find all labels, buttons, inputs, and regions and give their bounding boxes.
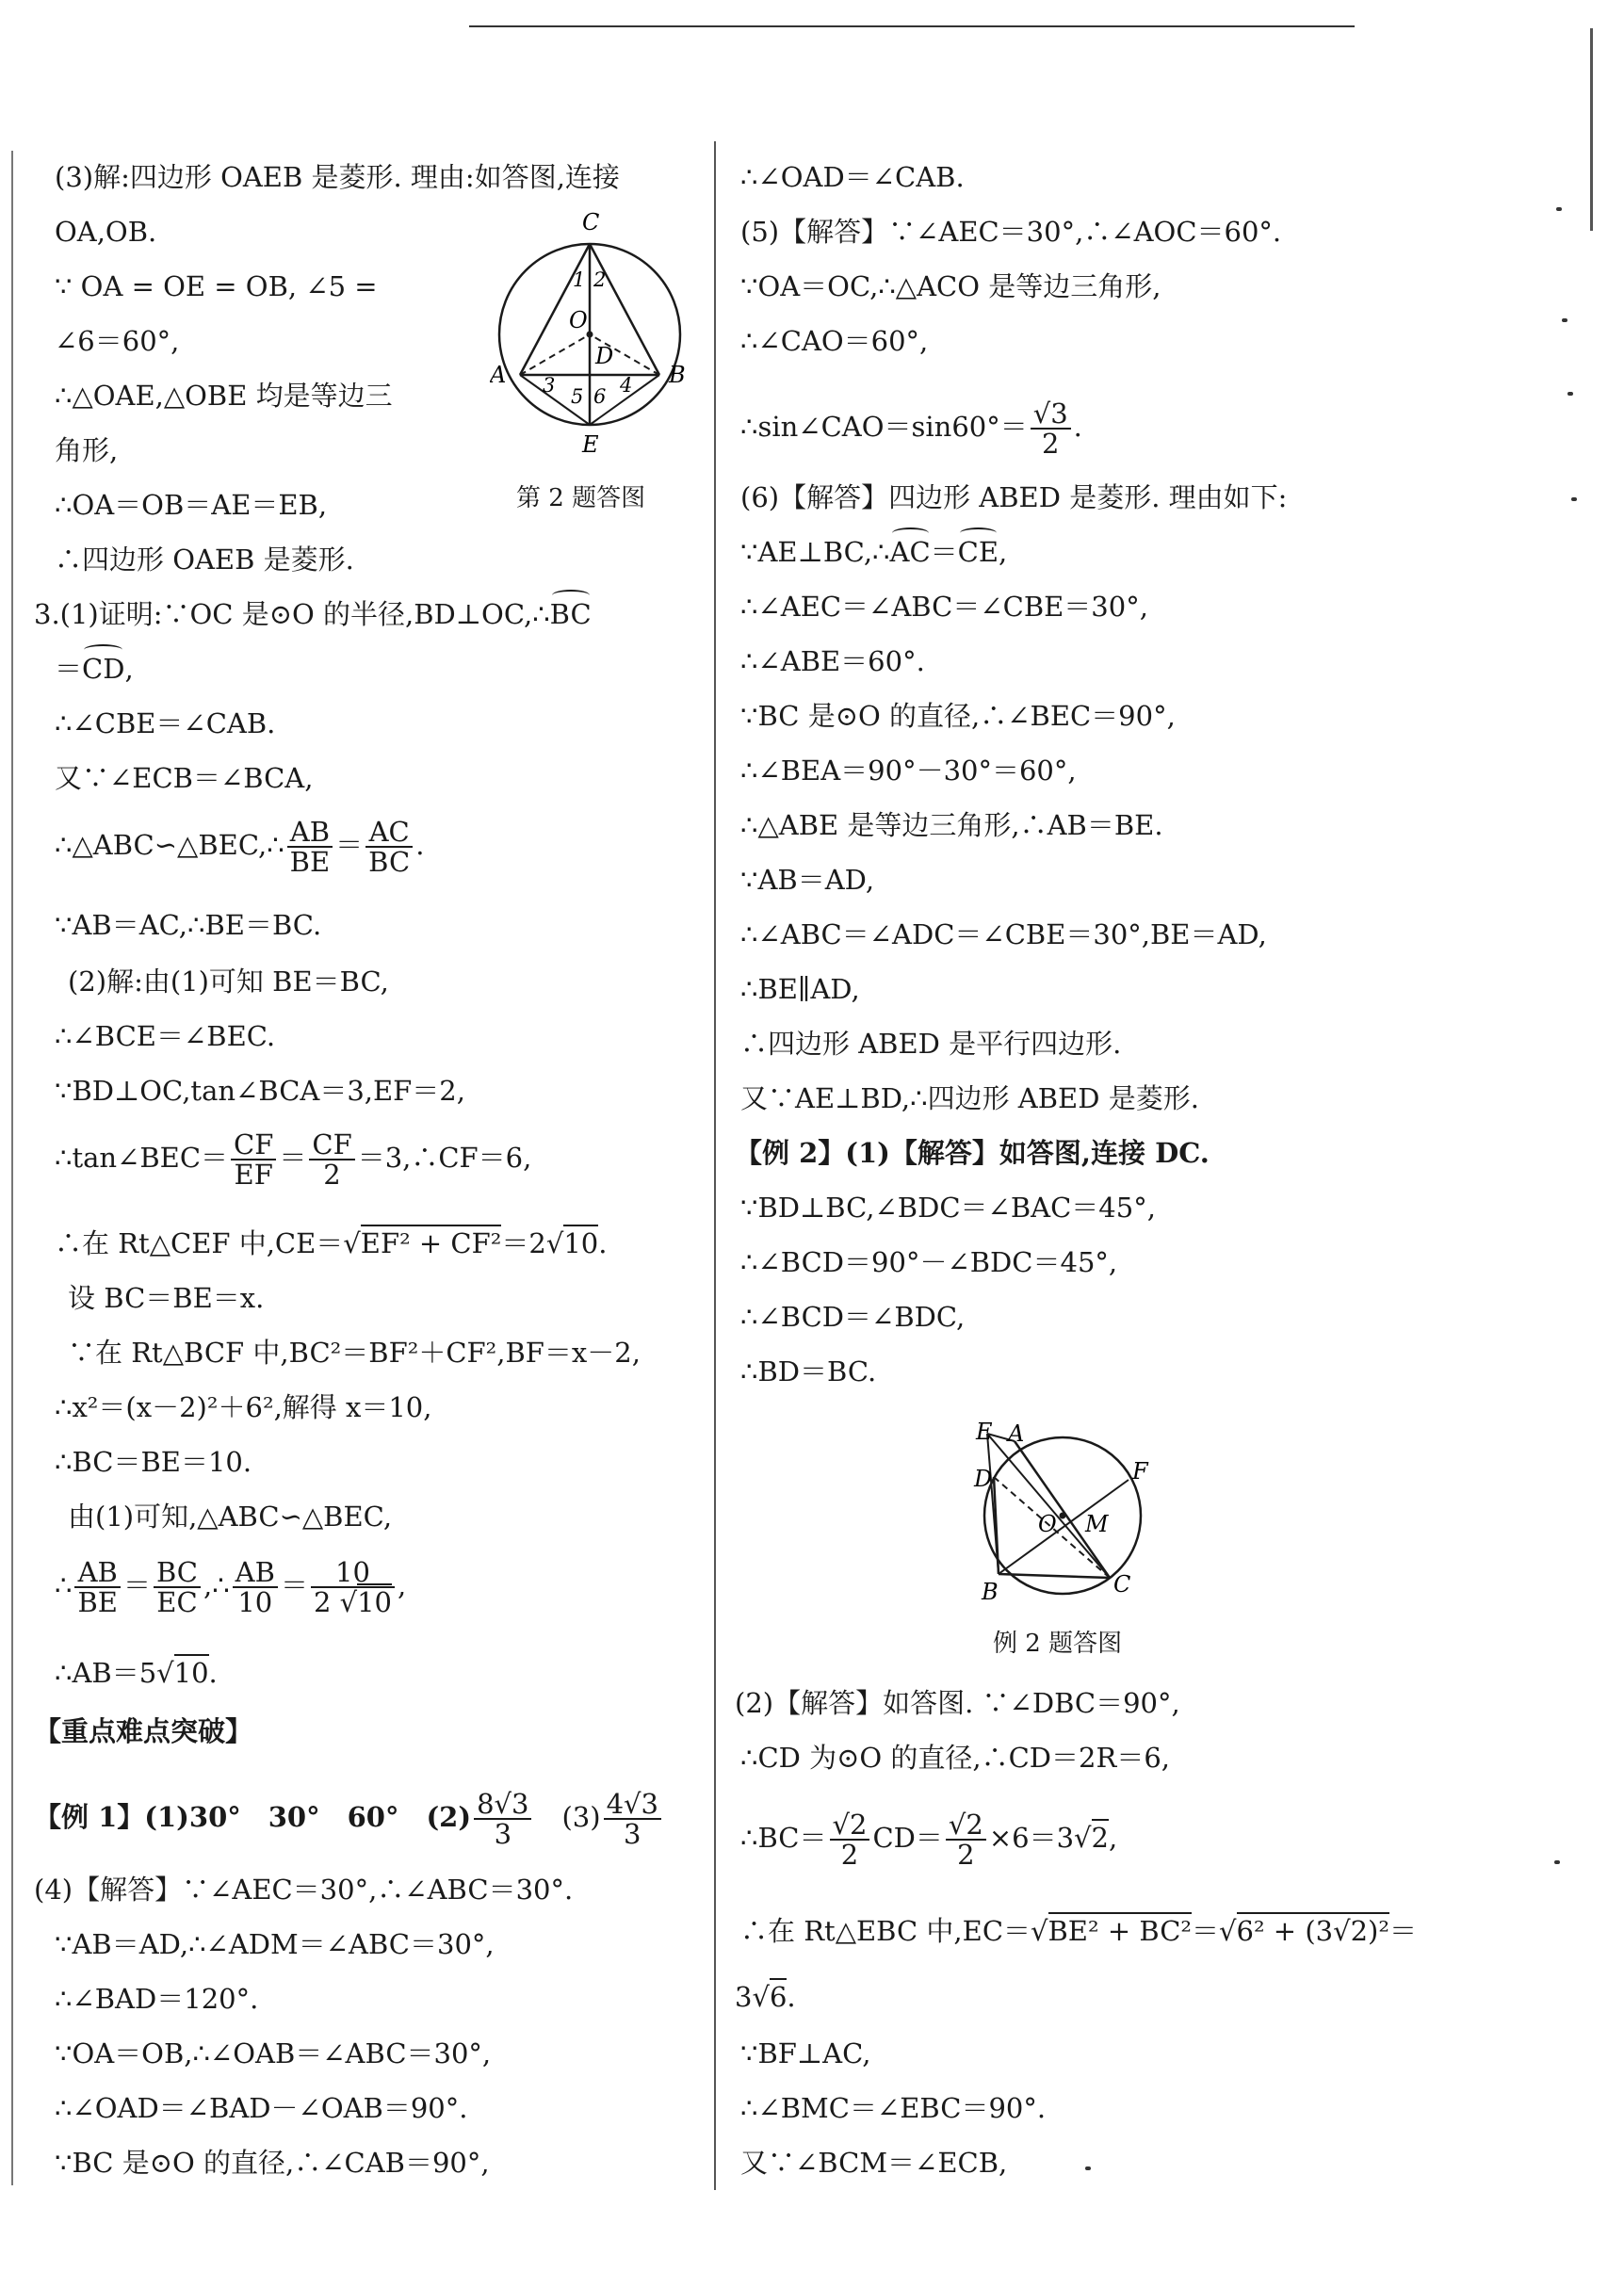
arc-label: CE [958, 533, 999, 571]
arc-label: AC [890, 533, 931, 571]
numerator: √2 [946, 1810, 986, 1841]
text-line: ∴∠OAD＝∠BAD－∠OAB＝90°. [55, 2092, 468, 2124]
text-line: ∴四边形 ABED 是平行四边形. [740, 1028, 1122, 1060]
text-line: (6)【解答】四边形 ABED 是菱形. 理由如下: [740, 481, 1288, 513]
fraction [830, 1810, 870, 1869]
numerator: CF [309, 1130, 354, 1160]
text-line [735, 1978, 796, 2016]
fraction [365, 818, 413, 876]
fraction [604, 1790, 661, 1848]
text-line: ∵OA＝OC,∴△ACO 是等边三角形, [740, 270, 1161, 302]
radicand: 2 [1092, 1819, 1109, 1854]
denominator: 2 [1041, 428, 1060, 460]
fig-label: 6 [593, 385, 607, 408]
text-segment: ∴AB＝5 [55, 1657, 157, 1689]
denominator: BC [368, 846, 411, 878]
fraction [311, 1558, 395, 1616]
text-segment: . [787, 1981, 796, 2013]
numerator: 8√3 [474, 1790, 531, 1820]
radicand: EF² + CF² [361, 1225, 502, 1259]
text-segment: ＝ [335, 829, 364, 861]
text-line: ∴∠OAD＝∠CAB. [740, 161, 965, 193]
radicand: 2 [966, 1809, 983, 1841]
denominator: 2 [957, 1839, 975, 1871]
text-segment: ＝3,∴CF＝6, [357, 1142, 532, 1174]
speck [1554, 1860, 1560, 1864]
fig-label: B [669, 362, 686, 388]
text-line [55, 1130, 531, 1189]
text-segment: 2 [313, 1586, 332, 1618]
arc-label: CD [82, 650, 124, 688]
fraction [233, 1558, 278, 1616]
denominator: 3 [494, 1818, 512, 1850]
radicand: 3 [512, 1788, 529, 1820]
text-line: ∵BC 是⊙O 的直径,∴∠CAB＝90°, [55, 2147, 490, 2179]
column-divider [714, 141, 716, 2190]
text-line: ∴四边形 OAEB 是菱形. [55, 544, 354, 576]
text-segment: ＝ [1192, 1915, 1220, 1947]
radicand: 3 [1050, 398, 1068, 430]
text-segment: ∴tan∠BEC＝ [55, 1142, 229, 1174]
text-segment: ∴在 Rt△EBC 中,EC＝ [740, 1915, 1031, 1947]
numerator: 10 [311, 1558, 395, 1588]
radicand: 10 [174, 1654, 209, 1689]
fraction [154, 1558, 201, 1616]
radicand: 6 [770, 1978, 787, 2013]
text-line: ∴OA＝OB＝AE＝EB, [55, 489, 328, 521]
radicand: 3 [641, 1788, 658, 1820]
denominator: EC [156, 1586, 198, 1618]
text-segment: 【例 1】(1)30° 30° 60° (2) [34, 1801, 472, 1833]
speck [1571, 497, 1577, 501]
denominator: BE [289, 846, 331, 878]
text-segment: ∴△ABC∽△BEC,∴ [55, 829, 284, 861]
radical-sign: √ [1074, 1822, 1092, 1854]
fig-label: M [1085, 1511, 1109, 1537]
text-line: ∵OA＝OB,∴∠OAB＝∠ABC＝30°, [55, 2037, 492, 2069]
denominator: 2 √10 [311, 1588, 395, 1616]
numerator: √2 [830, 1810, 870, 1841]
numerator: AB [233, 1558, 278, 1588]
fig-label: E [582, 431, 599, 458]
text-line: ∵AB＝AD,∴∠ADM＝∠ABC＝30°, [55, 1928, 495, 1960]
text-line: ∴∠CBE＝∠CAB. [55, 707, 276, 739]
fig-label: 3 [543, 374, 556, 397]
text-segment: , [124, 653, 134, 685]
denominator: 10 [237, 1586, 273, 1618]
fig-label: B [982, 1579, 999, 1605]
text-line: (3)解:四边形 OAEB 是菱形. 理由:如答图,连接 [55, 161, 620, 193]
text-segment: ＝ [1389, 1915, 1417, 1947]
text-segment: 8 [477, 1788, 495, 1820]
speck [1562, 318, 1567, 322]
text-segment: ＝ [55, 653, 83, 685]
text-line: ∴∠BCE＝∠BEC. [55, 1020, 276, 1052]
text-line: ∴△ABE 是等边三角形,∴AB＝BE. [740, 809, 1163, 841]
text-line: 【例 2】(1)【解答】如答图,连接 DC. [735, 1137, 1210, 1169]
speck [1567, 392, 1573, 396]
numerator: √3 [1031, 399, 1071, 430]
text-line: ∴∠BCD＝90°－∠BDC＝45°, [740, 1246, 1118, 1278]
fraction [287, 818, 333, 876]
text-line [34, 595, 592, 633]
text-segment: ∴在 Rt△CEF 中,CE＝ [55, 1227, 344, 1259]
text-segment: . [208, 1657, 218, 1689]
radical-sign: √ [1031, 1915, 1048, 1947]
text-line: ∴∠ABC＝∠ADC＝∠CBE＝30°,BE＝AD, [740, 918, 1267, 950]
text-segment: ∴BC＝ [740, 1822, 827, 1854]
numerator: CF [231, 1130, 276, 1160]
text-line [740, 1912, 1417, 1950]
radical-sign: √ [343, 1227, 361, 1259]
text-line: ∵AB＝AD, [740, 864, 875, 896]
radicand: 2 [849, 1809, 868, 1841]
text-line: ∵BF⊥AC, [740, 2037, 871, 2069]
text-segment: 3.(1)证明:∵OC 是⊙O 的半径,BD⊥OC,∴ [34, 598, 550, 630]
text-line: 设 BC＝BE＝x. [68, 1282, 265, 1314]
fig-label: 4 [620, 374, 633, 397]
text-line: 又∵∠ECB＝∠BCA, [55, 762, 314, 794]
denominator: BE [77, 1586, 118, 1618]
text-segment: ＝ [930, 536, 958, 568]
fig-label: 5 [571, 385, 584, 408]
fraction [474, 1790, 531, 1848]
text-line [55, 1654, 218, 1692]
denominator: EF [234, 1159, 273, 1191]
text-line: ∵ OA = OE = OB, ∠5 = [55, 270, 378, 302]
text-segment: . [415, 829, 425, 861]
text-line [740, 399, 1082, 458]
edge-mark [1590, 28, 1593, 231]
text-line: ∴CD 为⊙O 的直径,∴CD＝2R＝6, [740, 1742, 1171, 1774]
fig-label: 1 [573, 268, 586, 291]
text-line: ∴∠BCD＝∠BDC, [740, 1301, 966, 1333]
text-line: ∵BC 是⊙O 的直径,∴∠BEC＝90°, [740, 700, 1176, 732]
text-line: ∴∠BAD＝120°. [55, 1983, 259, 2015]
text-segment: ＝2 [501, 1227, 546, 1259]
radical-sign: √ [1219, 1915, 1237, 1947]
fig-label: C [1113, 1571, 1131, 1598]
text-line: 又∵AE⊥BD,∴四边形 ABED 是菱形. [740, 1082, 1199, 1114]
text-line: 角形, [55, 434, 119, 466]
text-segment: ∴ [55, 1569, 73, 1601]
radicand: 10 [563, 1225, 598, 1259]
radical-sign: √ [156, 1657, 174, 1689]
fig-label: C [582, 209, 600, 235]
text-line: 由(1)可知,△ABC∽△BEC, [68, 1501, 393, 1533]
text-line: ∴∠AEC＝∠ABC＝∠CBE＝30°, [740, 591, 1148, 623]
fig-label: A [1008, 1420, 1025, 1447]
circle-figure-1 [490, 209, 699, 463]
section-heading: 【重点难点突破】 [34, 1715, 253, 1747]
figure-caption: 例 2 题答图 [993, 1630, 1123, 1658]
header-rule [469, 25, 1355, 27]
radicand: BE² + BC² [1048, 1912, 1193, 1947]
text-line: OA,OB. [55, 216, 157, 248]
text-line [55, 818, 424, 876]
text-line: ∴x²＝(x－2)²＋6²,解得 x＝10, [55, 1391, 432, 1423]
text-line: (4)【解答】∵∠AEC＝30°,∴∠ABC＝30°. [34, 1874, 574, 1906]
denominator: 2 [323, 1159, 341, 1191]
text-line: ∵BD⊥BC,∠BDC＝∠BAC＝45°, [740, 1192, 1156, 1224]
text-line: ∴△OAE,△OBE 均是等边三 [55, 380, 393, 412]
radicand: 10 [357, 1583, 392, 1618]
fraction [309, 1130, 354, 1189]
text-line [55, 650, 134, 688]
fraction [1031, 399, 1071, 458]
text-line: ∴BC＝BE＝10. [55, 1446, 252, 1478]
text-segment: (3) [534, 1801, 601, 1833]
numerator: AC [365, 818, 413, 848]
fig-label: 2 [593, 268, 607, 291]
text-segment: , [999, 536, 1008, 568]
fraction [74, 1558, 120, 1616]
text-line [34, 1790, 664, 1848]
circle-figure-2 [970, 1420, 1168, 1605]
fraction [946, 1810, 986, 1869]
numerator: BC [154, 1558, 201, 1588]
numerator: 4√3 [604, 1790, 661, 1820]
text-segment: 4 [606, 1788, 625, 1820]
text-line: ∵BD⊥OC,tan∠BCA＝3,EF＝2, [55, 1075, 465, 1107]
text-segment: 3 [735, 1981, 753, 2013]
text-line: (2)【解答】如答图. ∵∠DBC＝90°, [735, 1687, 1180, 1719]
fig-label: O [569, 307, 588, 333]
text-segment: ＝ [280, 1569, 308, 1601]
fig-label: D [974, 1466, 993, 1492]
fig-label: D [595, 343, 614, 369]
text-segment: , [398, 1569, 407, 1601]
fig-label: E [976, 1420, 993, 1445]
fig-label: A [490, 362, 507, 388]
text-line: ∵AB＝AC,∴BE＝BC. [55, 909, 322, 941]
text-line [55, 1225, 607, 1262]
text-line: (2)解:由(1)可知 BE＝BC, [68, 966, 389, 998]
arc-label: BC [550, 595, 592, 633]
text-segment: ,∴ [203, 1569, 230, 1601]
text-segment: ∵AE⊥BC,∴ [740, 536, 890, 568]
radicand: 6² + (3√2)² [1237, 1912, 1389, 1947]
denominator: 3 [624, 1818, 641, 1850]
text-line: 又∵∠BCM＝∠ECB, [740, 2147, 1008, 2179]
radical-sign: √ [545, 1227, 564, 1259]
text-line [55, 1558, 406, 1616]
text-segment: ＝ [122, 1569, 151, 1601]
text-line: ∴BD＝BC. [740, 1355, 877, 1387]
text-line: ∴∠BMC＝∠EBC＝90°. [740, 2092, 1047, 2124]
numerator: AB [74, 1558, 120, 1588]
fig-label: O [1038, 1511, 1057, 1537]
text-line [740, 533, 1007, 571]
text-segment: . [1073, 411, 1082, 443]
text-line: ∴∠CAO＝60°, [740, 325, 929, 357]
text-line: ∠6＝60°, [55, 325, 180, 357]
text-segment: . [598, 1227, 608, 1259]
text-line: ∴BE∥AD, [740, 973, 860, 1005]
fig-label: F [1132, 1458, 1148, 1485]
text-segment: ＝ [279, 1142, 307, 1174]
text-segment: ×6＝3 [988, 1822, 1075, 1854]
text-line: (5)【解答】∵∠AEC＝30°,∴∠AOC＝60°. [740, 216, 1282, 248]
numerator: AB [287, 818, 333, 848]
text-segment: CD＝ [872, 1822, 943, 1854]
text-segment: ∴sin∠CAO＝sin60°＝ [740, 411, 1028, 443]
margin-line [11, 151, 13, 2185]
radical-sign: √ [752, 1981, 770, 2013]
text-line: ∴∠ABE＝60°. [740, 645, 925, 677]
text-line [740, 1810, 1117, 1869]
speck [1085, 2166, 1091, 2170]
speck [1556, 207, 1562, 211]
denominator: 2 [840, 1839, 859, 1871]
fraction [231, 1130, 276, 1189]
text-line: ∴∠BEA＝90°－30°＝60°, [740, 755, 1077, 787]
text-segment: , [1108, 1822, 1118, 1854]
figure-caption: 第 2 题答图 [516, 484, 646, 512]
text-line: ∵在 Rt△BCF 中,BC²＝BF²＋CF²,BF＝x－2, [68, 1337, 641, 1369]
